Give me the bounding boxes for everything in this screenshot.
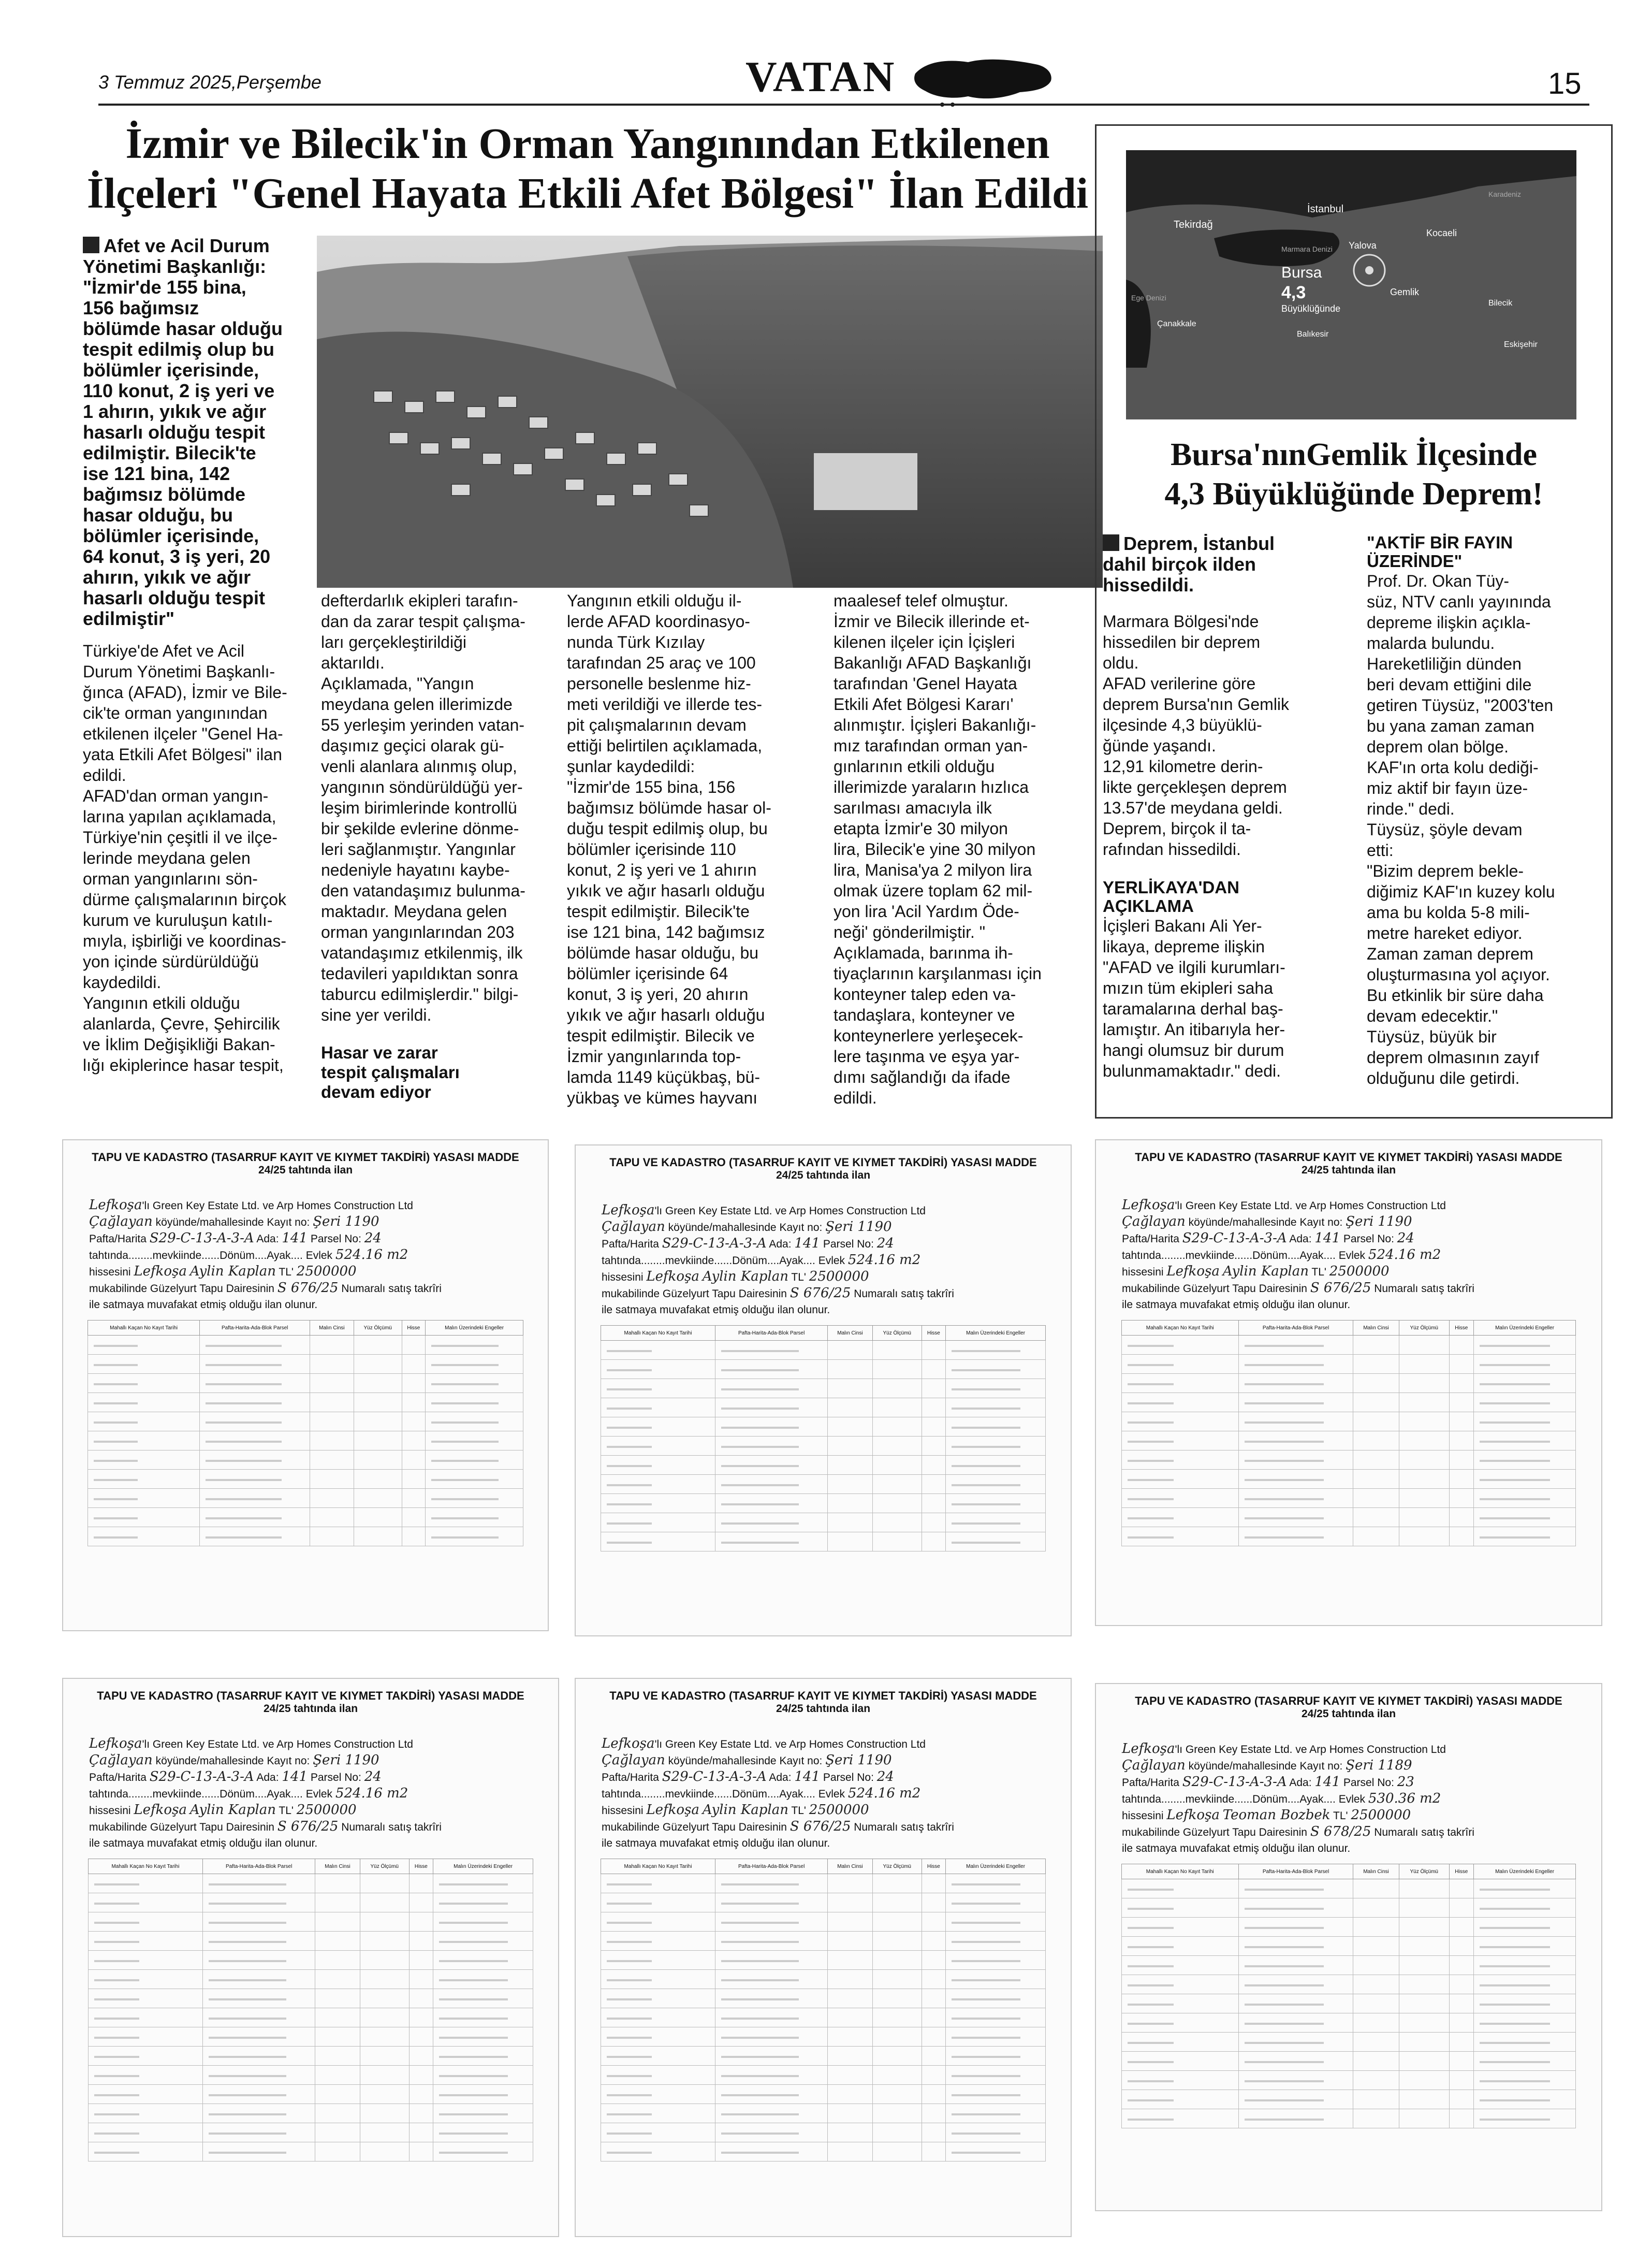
map-label-magnitude-caption: Büyüklüğünde — [1281, 303, 1341, 314]
table-row — [87, 1393, 523, 1412]
notice-owner-table: Mahallı Kaçan No Kayıt Tarihi Pafta-Harita-Ada-Blok Parsel Malın Cinsi Yüz Ölçümü Hisse Malın Üzerindeki Engeller — [601, 1859, 1046, 2162]
notice-line-buyer: hissesini Lefkoşa Aylin Kaplan TL' 2500000 — [1122, 1264, 1390, 1279]
lead-column — [83, 236, 311, 1076]
notice-field-parsel: 24 — [876, 1236, 894, 1251]
notice-line-buyer: hissesini Lefkoşa Teoman Bozbek TL' 2500000 — [1122, 1807, 1411, 1823]
notice-line-takrir: mukabilinde Güzelyurt Tapu Dairesinin S 676/25 Numaralı satış takrîri — [89, 1819, 442, 1834]
notice-line-buyer: hissesini Lefkoşa Aylin Kaplan TL' 2500000 — [89, 1802, 357, 1818]
notice-field-ada: 141 — [282, 1230, 308, 1246]
notice-field-takrir: S 676/25 — [277, 1819, 339, 1834]
notice-line-pafta: Pafta/Harita S29-C-13-A-3-A Ada: 141 Parsel No: 24 — [89, 1769, 382, 1785]
notice-line-owner: Lefkoşa'lı Green Key Estate Ltd. ve Arp Homes Construction Ltd — [602, 1736, 926, 1751]
table-row — [601, 2142, 1045, 2162]
table-row — [1121, 1527, 1575, 1546]
notice-line-owner: Lefkoşa'lı Green Key Estate Ltd. ve Arp Homes Construction Ltd — [89, 1736, 413, 1751]
table-row — [1121, 2052, 1575, 2071]
map-label-bilecik: Bilecik — [1488, 299, 1513, 308]
notice-field-pafta: S29-C-13-A-3-A — [662, 1769, 767, 1785]
notice-field-evlek: 524.16 m2 — [847, 1786, 921, 1801]
page-number: 15 — [1548, 67, 1582, 100]
table-row — [1121, 1898, 1575, 1918]
table-row — [87, 1450, 523, 1470]
notice-line-pafta: Pafta/Harita S29-C-13-A-3-A Ada: 141 Parsel No: 24 — [89, 1230, 382, 1246]
notice-owner-table: Mahallı Kaçan No Kayıt Tarihi Pafta-Harita-Ada-Blok Parsel Malın Cinsi Yüz Ölçümü Hisse Malın Üzerindeki Engeller — [1121, 1320, 1576, 1546]
notice-field-price: 2500000 — [809, 1269, 869, 1284]
notice-field-village: Çağlayan — [1122, 1214, 1186, 1229]
earthquake-headline: Bursa'nınGemlik İlçesinde 4,3 Büyüklüğünde Deprem! — [1164, 437, 1543, 512]
table-row — [1121, 1470, 1575, 1489]
header-rule — [98, 104, 1589, 106]
table-row — [87, 1508, 523, 1527]
notice-field-evlek: 524.16 m2 — [847, 1252, 921, 1268]
notice-field-kayit: Şeri 1189 — [1346, 1758, 1412, 1773]
article-body-col2: defterdarlık ekipleri tarafın- dan da zarar tespit çalışma- ları gerçekleştirildiği aktarıldı. Açıklamada, "Yangın meydana gelen illerimizde 55 yerleşim yerinden vatan- daşımız geçici olarak gü- venli alanlara alınmış olup, yangının söndürüldüğü yer- leşim birimlerinde kontrollü bir şekilde evlerine dönme- leri sağlanmıştır. Yangınlar nedeniyle hayatını kaybe- den vatandaşımız bulunma- maktadır. Meydana gelen orman yangınlarından 203 vatandaşımız etkilenmiş, ilk tedavileri yapıldıktan sonra taburcu edilmişlerdir." bilgi- sine yer verildi. — [321, 591, 525, 1024]
table-row — [1121, 1374, 1575, 1393]
notice-field-village: Çağlayan — [602, 1219, 665, 1235]
notice-owner-table: Mahallı Kaçan No Kayıt Tarihi Pafta-Harita-Ada-Blok Parsel Malın Cinsi Yüz Ölçümü Hisse Malın Üzerindeki Engeller — [87, 1320, 523, 1546]
notice-field-parsel: 24 — [1397, 1230, 1414, 1246]
notice-field-city: Lefkoşa — [1166, 1264, 1220, 1279]
article-column-2 — [321, 590, 549, 1102]
notice-field-kayit: Şeri 1190 — [825, 1752, 892, 1768]
notice-field-buyer: Aylin Kaplan — [702, 1269, 788, 1284]
map-label-canakkale: Çanakkale — [1157, 320, 1196, 328]
map-label-tekirdag: Tekirdağ — [1174, 219, 1213, 230]
notice-field-buyer: Aylin Kaplan — [702, 1802, 788, 1818]
table-row — [1121, 1450, 1575, 1470]
table-row — [88, 1989, 533, 2008]
notice-field-parsel: 24 — [364, 1230, 382, 1246]
table-row — [601, 1437, 1045, 1456]
notice-line-closing: ile satmaya muvafakat etmiş olduğu ilan olunur. — [602, 1837, 830, 1849]
main-headline-line1: İzmir ve Bilecik'in Orman Yangınından Etkilenen — [125, 120, 1050, 168]
notice-field-buyer: Aylin Kaplan — [189, 1264, 276, 1279]
notice-line-village: Çağlayan köyünde/mahallesinde Kayıt no: Şeri 1190 — [89, 1214, 379, 1229]
notice-line-takrir: mukabilinde Güzelyurt Tapu Dairesinin S 676/25 Numaralı satış takrîri — [602, 1819, 954, 1834]
notice-field-city: Lefkoşa — [602, 1736, 655, 1751]
table-row — [601, 2047, 1045, 2066]
map-label-eskisehir: Eskişehir — [1504, 340, 1538, 349]
notice-line-area: tahtında........mevkiinde......Dönüm....Ayak.... Evlek 524.16 m2 — [89, 1247, 408, 1263]
article-subhead: Hasar ve zarar tespit çalışmaları devam ediyor — [321, 1043, 460, 1101]
map-label-magnitude: 4,3 — [1281, 283, 1306, 302]
table-row — [88, 2142, 533, 2162]
table-row — [601, 1970, 1045, 1989]
land-sale-notice-5 — [575, 1678, 1072, 2237]
table-row — [88, 1932, 533, 1951]
notice-field-price: 2500000 — [296, 1264, 357, 1279]
table-row — [601, 1513, 1045, 1532]
notice-field-buyer: Aylin Kaplan — [1222, 1264, 1309, 1279]
table-row — [88, 2085, 533, 2104]
table-row — [88, 2027, 533, 2047]
table-row — [1121, 2033, 1575, 2052]
notice-field-parsel: 24 — [876, 1769, 894, 1785]
notice-field-takrir: S 676/25 — [1310, 1280, 1371, 1296]
aerial-fire-area-photo — [317, 236, 1103, 588]
notice-line-takrir: mukabilinde Güzelyurt Tapu Dairesinin S 678/25 Numaralı satış takrîri — [1122, 1824, 1474, 1839]
notice-field-buyer: Aylin Kaplan — [189, 1802, 276, 1818]
notice-field-village: Çağlayan — [602, 1752, 665, 1768]
notice-subtitle: 24/25 tahtında ilan — [258, 1164, 353, 1176]
notice-field-village: Çağlayan — [89, 1752, 153, 1768]
notice-field-takrir: S 676/25 — [277, 1280, 339, 1296]
table-row — [1121, 1918, 1575, 1937]
table-row — [1121, 1994, 1575, 2013]
land-sale-notice-3 — [1095, 1139, 1602, 1626]
notice-field-pafta: S29-C-13-A-3-A — [662, 1236, 767, 1251]
table-row — [88, 2047, 533, 2066]
table-row — [88, 1893, 533, 1912]
table-row — [1121, 2109, 1575, 2128]
notice-line-owner: Lefkoşa'lı Green Key Estate Ltd. ve Arp Homes Construction Ltd — [602, 1202, 926, 1218]
notice-field-city: Lefkoşa — [89, 1736, 142, 1751]
table-row — [1121, 2013, 1575, 2033]
table-row — [88, 1874, 533, 1893]
notice-subtitle: 24/25 tahtında ilan — [1301, 1164, 1396, 1176]
table-row — [1121, 1975, 1575, 1994]
map-label-istanbul: İstanbul — [1307, 204, 1344, 215]
table-row — [601, 1417, 1045, 1437]
table-row — [88, 1951, 533, 1970]
notice-line-buyer: hissesini Lefkoşa Aylin Kaplan TL' 2500000 — [602, 1269, 869, 1284]
notice-field-ada: 141 — [282, 1769, 308, 1785]
lead-paragraph: Afet ve Acil Durum Yönetimi Başkanlığı: "İzmir'de 155 bina, 156 bağımsız bölümde hasar olduğu tespit edilmiş olup bu bölümler içerisinde, 110 konut, 2 iş yeri ve 1 ahırın, yıkık ve ağır hasarlı olduğu tespit edilmiştir. Bilecik'te ise 121 bina, 142 bağımsız bölümde hasar olduğu, bu bölümler içerisinde, 64 konut, 3 iş yeri, 20 ahırın, yıkık ve ağır hasarlı olduğu tespit edilmiştir" — [83, 236, 311, 629]
notice-field-ada: 141 — [794, 1236, 821, 1251]
table-row — [601, 1893, 1045, 1912]
table-row — [601, 2104, 1045, 2123]
notice-line-takrir: mukabilinde Güzelyurt Tapu Dairesinin S 676/25 Numaralı satış takrîri — [602, 1285, 954, 1301]
notice-line-village: Çağlayan köyünde/mahallesinde Kayıt no: Şeri 1190 — [602, 1752, 892, 1768]
land-sale-notice-1 — [62, 1139, 549, 1631]
notice-subtitle: 24/25 tahtında ilan — [776, 1169, 871, 1181]
notice-line-area: tahtında........mevkiinde......Dönüm....Ayak.... Evlek 530.36 m2 — [1122, 1791, 1441, 1806]
table-row — [601, 1989, 1045, 2008]
notice-line-area: tahtında........mevkiinde......Dönüm....Ayak.... Evlek 524.16 m2 — [1122, 1247, 1441, 1263]
notice-title: TAPU VE KADASTRO (TASARRUF KAYIT VE KIYMET TAKDİRİ) YASASI MADDE — [609, 1689, 1037, 1702]
main-headline-line2: İlçeleri "Genel Hayata Etkili Afet Bölgesi" İlan Edildi — [86, 169, 1089, 217]
notice-field-kayit: Şeri 1190 — [825, 1219, 892, 1235]
table-row — [88, 2104, 533, 2123]
notice-subtitle: 24/25 tahtında ilan — [1301, 1708, 1396, 1720]
notice-field-city: Lefkoşa — [134, 1264, 187, 1279]
notice-line-takrir: mukabilinde Güzelyurt Tapu Dairesinin S 676/25 Numaralı satış takrîri — [89, 1280, 442, 1296]
notice-line-closing: ile satmaya muvafakat etmiş olduğu ilan olunur. — [89, 1299, 318, 1311]
earthquake-map — [1126, 150, 1576, 419]
table-row — [601, 1912, 1045, 1932]
map-label-balikesir: Balıkesir — [1297, 330, 1329, 339]
notice-field-city: Lefkoşa — [134, 1802, 187, 1818]
notice-field-takrir: S 678/25 — [1310, 1824, 1371, 1839]
notice-field-pafta: S29-C-13-A-3-A — [1182, 1230, 1287, 1246]
notice-field-city: Lefkoşa — [602, 1202, 655, 1218]
table-row — [601, 1932, 1045, 1951]
notice-field-city: Lefkoşa — [1166, 1807, 1220, 1823]
notice-title: TAPU VE KADASTRO (TASARRUF KAYIT VE KIYMET TAKDİRİ) YASASI MADDE — [1135, 1694, 1562, 1707]
table-row — [87, 1336, 523, 1355]
notice-title: TAPU VE KADASTRO (TASARRUF KAYIT VE KIYMET TAKDİRİ) YASASI MADDE — [92, 1151, 519, 1164]
notice-line-owner: Lefkoşa'lı Green Key Estate Ltd. ve Arp Homes Construction Ltd — [89, 1197, 413, 1213]
notice-line-village: Çağlayan köyünde/mahallesinde Kayıt no: Şeri 1190 — [1122, 1214, 1412, 1229]
notice-title: TAPU VE KADASTRO (TASARRUF KAYIT VE KIYMET TAKDİRİ) YASASI MADDE — [97, 1689, 524, 1702]
notice-field-price: 2500000 — [1351, 1807, 1411, 1823]
notice-field-parsel: 23 — [1397, 1774, 1414, 1790]
notice-owner-table: Mahallı Kaçan No Kayıt Tarihi Pafta-Harita-Ada-Blok Parsel Malın Cinsi Yüz Ölçümü Hisse Malın Üzerindeki Engeller — [88, 1859, 533, 2162]
notice-field-evlek: 530.36 m2 — [1368, 1791, 1441, 1806]
table-row — [601, 1874, 1045, 1893]
notice-field-evlek: 524.16 m2 — [335, 1786, 408, 1801]
notice-field-price: 2500000 — [296, 1802, 357, 1818]
table-row — [88, 2008, 533, 2027]
notice-field-pafta: S29-C-13-A-3-A — [1182, 1774, 1287, 1790]
table-row — [88, 1912, 533, 1932]
notice-field-village: Çağlayan — [1122, 1758, 1186, 1773]
table-row — [1121, 1956, 1575, 1975]
land-sale-notice-2 — [575, 1144, 1072, 1636]
table-row — [1121, 1336, 1575, 1355]
map-label-marmara: Marmara Denizi — [1281, 245, 1333, 253]
table-row — [601, 1360, 1045, 1379]
notice-line-pafta: Pafta/Harita S29-C-13-A-3-A Ada: 141 Parsel No: 23 — [1122, 1774, 1414, 1790]
notice-line-closing: ile satmaya muvafakat etmiş olduğu ilan olunur. — [1122, 1299, 1351, 1311]
table-row — [601, 2008, 1045, 2027]
notice-field-price: 2500000 — [1329, 1264, 1390, 1279]
table-row — [601, 1475, 1045, 1494]
table-row — [88, 2123, 533, 2142]
map-label-bursa: Bursa — [1281, 264, 1322, 281]
table-row — [1121, 1393, 1575, 1412]
map-label-kocaeli: Kocaeli — [1426, 228, 1457, 238]
issue-date: 3 Temmuz 2025,Perşembe — [98, 71, 321, 93]
notice-line-pafta: Pafta/Harita S29-C-13-A-3-A Ada: 141 Parsel No: 24 — [602, 1236, 894, 1251]
notice-field-kayit: Şeri 1190 — [313, 1752, 379, 1768]
land-sale-notice-4 — [62, 1678, 559, 2237]
notice-line-village: Çağlayan köyünde/mahallesinde Kayıt no: Şeri 1190 — [602, 1219, 892, 1235]
notice-field-ada: 141 — [794, 1769, 821, 1785]
table-row — [87, 1355, 523, 1374]
notice-field-evlek: 524.16 m2 — [335, 1247, 408, 1263]
table-row — [87, 1470, 523, 1489]
notice-line-village: Çağlayan köyünde/mahallesinde Kayıt no: Şeri 1189 — [1122, 1758, 1412, 1773]
table-row — [601, 1951, 1045, 1970]
earthquake-column-2 — [1367, 533, 1600, 1089]
notice-field-takrir: S 676/25 — [790, 1285, 851, 1301]
notice-field-parsel: 24 — [364, 1769, 382, 1785]
notice-title: TAPU VE KADASTRO (TASARRUF KAYIT VE KIYMET TAKDİRİ) YASASI MADDE — [609, 1156, 1037, 1169]
table-row — [87, 1431, 523, 1450]
masthead: VATAN — [745, 53, 896, 101]
table-row — [1121, 1412, 1575, 1431]
article-body-col1: Türkiye'de Afet ve Acil Durum Yönetimi Başkanlı- ğınca (AFAD), İzmir ve Bile- cik'te orman yangınından etkilenen ilçeler "Genel Ha- yata Etkili Afet Bölgesi" ilan edildi. AFAD'dan orman yangın- larına yapılan açıklamada, Türkiye'nin çeşitli il ve ilçe- lerinde meydana gelen orman yangınlarını sön- dürme çalışmalarının birçok kurum ve kuruluşun katılı- mıyla, işbirliği ve koordinas- yon içinde sürdürüldüğü kaydedildi. Yangının etkili olduğu alanlarda, Çevre, Şehircilik ve İklim Değişikliği Bakan- lığı ekiplerince hasar tespit, — [83, 642, 287, 1075]
notice-field-city: Lefkoşa — [646, 1269, 699, 1284]
notice-field-takrir: S 676/25 — [790, 1819, 851, 1834]
map-label-gemlik: Gemlik — [1390, 287, 1420, 297]
table-row — [87, 1374, 523, 1393]
main-headline — [72, 119, 1103, 219]
notice-field-ada: 141 — [1314, 1230, 1341, 1246]
notice-field-city: Lefkoşa — [646, 1802, 699, 1818]
table-row — [601, 1456, 1045, 1475]
notice-field-pafta: S29-C-13-A-3-A — [149, 1230, 254, 1246]
map-label-yalova: Yalova — [1349, 240, 1377, 251]
notice-title: TAPU VE KADASTRO (TASARRUF KAYIT VE KIYMET TAKDİRİ) YASASI MADDE — [1135, 1151, 1562, 1164]
table-row — [1121, 2090, 1575, 2109]
article-body-col4: maalesef telef olmuştur. İzmir ve Bilecik illerinde et- kilenen ilçeler için İçişleri Bakanlığı AFAD Başkanlığı tarafından 'Genel Hayata Etkili Afet Bölgesi Kararı' alınmıştır. İçişleri Bakanlığı- mız tarafından orman yan- gınlarının etkili olduğu illerimizde yaraların hızlıca sarılması amacıyla ilk etapta İzmir'e 30 milyon lira, Bilecik'e yine 30 milyon lira, Manisa'ya 2 milyon lira olmak üzere toplam 62 mil- yon lira 'Acil Yardım Öde- neği' gönderilmiştir. " Açıklamada, barınma ih- tiyaçlarının karşılanması için konteyner talep eden va- tandaşlara, konteyner ve konteynerlere yerleşecek- lere taşınma ve eşya yar- dımı sağlandığı da ifade edildi. — [834, 591, 1042, 1107]
earthquake-body-col2: Prof. Dr. Okan Tüy- süz, NTV canlı yayınında depreme ilişkin açıkla- malarda bulundu. Hareketliliğin dünden beri devam ettiğini dile getiren Tüysüz, "2003'ten bu yana zaman zaman deprem olan bölge. KAF'ın orta kolu dediği- miz aktif bir fayın üze- rinde." dedi. Tüysüz, şöyle devam etti: "Bizim deprem bekle- diğimiz KAF'ın kuzey kolu ama bu kolda 5-8 mili- metre hareket ediyor. Zaman zaman deprem oluşturmasına yol açıyor. Bu etkinlik bir süre daha devam edecektir." Tüysüz, büyük bir deprem olmasının zayıf olduğunu dile getirdi. — [1367, 572, 1555, 1087]
notice-owner-table: Mahallı Kaçan No Kayıt Tarihi Pafta-Harita-Ada-Blok Parsel Malın Cinsi Yüz Ölçümü Hisse Malın Üzerindeki Engeller — [1121, 1864, 1576, 2128]
notice-line-buyer: hissesini Lefkoşa Aylin Kaplan TL' 2500000 — [602, 1802, 869, 1818]
notice-line-owner: Lefkoşa'lı Green Key Estate Ltd. ve Arp Homes Construction Ltd — [1122, 1197, 1446, 1213]
table-row — [601, 2123, 1045, 2142]
notice-line-village: Çağlayan köyünde/mahallesinde Kayıt no: Şeri 1190 — [89, 1752, 379, 1768]
table-row — [601, 2066, 1045, 2085]
earthquake-subhead-yerlikaya: YERLİKAYA'DAN AÇIKLAMA — [1103, 878, 1239, 916]
notice-field-evlek: 524.16 m2 — [1368, 1247, 1441, 1263]
notice-line-buyer: hissesini Lefkoşa Aylin Kaplan TL' 2500000 — [89, 1264, 357, 1279]
notice-line-area: tahtında........mevkiinde......Dönüm....Ayak.... Evlek 524.16 m2 — [602, 1252, 921, 1268]
table-row — [601, 1398, 1045, 1417]
notice-line-area: tahtında........mevkiinde......Dönüm....Ayak.... Evlek 524.16 m2 — [602, 1786, 921, 1801]
notice-field-pafta: S29-C-13-A-3-A — [149, 1769, 254, 1785]
notice-line-closing: ile satmaya muvafakat etmiş olduğu ilan olunur. — [602, 1304, 830, 1316]
land-sale-notice-6 — [1095, 1683, 1602, 2211]
notice-subtitle: 24/25 tahtında ilan — [776, 1703, 871, 1715]
table-row — [601, 1379, 1045, 1398]
notice-field-village: Çağlayan — [89, 1214, 153, 1229]
table-row — [1121, 1489, 1575, 1508]
notice-field-ada: 141 — [1314, 1774, 1341, 1790]
table-row — [601, 1494, 1045, 1513]
table-row — [1121, 2071, 1575, 2090]
table-row — [601, 1341, 1045, 1360]
notice-field-price: 2500000 — [809, 1802, 869, 1818]
notice-subtitle: 24/25 tahtında ilan — [263, 1703, 358, 1715]
table-row — [87, 1489, 523, 1508]
notice-line-pafta: Pafta/Harita S29-C-13-A-3-A Ada: 141 Parsel No: 24 — [1122, 1230, 1414, 1246]
article-body-col3: Yangının etkili olduğu il- lerde AFAD koordinasyo- nunda Türk Kızılay tarafından 25 araç ve 100 personelle beslenme hiz- meti verildiği ve illerde tes- pit çalışmalarının devam ettiği belirtilen açıklamada, şunlar kaydedildi: "İzmir'de 155 bina, 156 bağımsız bölümde hasar ol- duğu tespit edilmiş olup, bu bölümler içerisinde 110 konut, 2 iş yeri ve 1 ahırın yıkık ve ağır hasarlı olduğu tespit edilmiştir. Bilecik'te ise 121 bina, 142 bağımsız bölümde hasar olduğu, bu bölümler içerisinde 64 konut, 3 iş yeri, 20 ahırın yıkık ve ağır hasarlı olduğu tespit edilmiştir. Bilecik ve İzmir yangınlarında top- lamda 1149 küçükbaş, bü- yükbaş ve kümes hayvanı — [567, 591, 771, 1107]
notice-field-city: Lefkoşa — [1122, 1197, 1175, 1213]
notice-line-takrir: mukabilinde Güzelyurt Tapu Dairesinin S 676/25 Numaralı satış takrîri — [1122, 1280, 1474, 1296]
map-label-black-sea: Karadeniz — [1488, 190, 1522, 198]
table-row — [1121, 1355, 1575, 1374]
table-row — [1121, 1937, 1575, 1956]
notice-field-kayit: Şeri 1190 — [313, 1214, 379, 1229]
notice-line-area: tahtında........mevkiinde......Dönüm....Ayak.... Evlek 524.16 m2 — [89, 1786, 408, 1801]
notice-field-city: Lefkoşa — [1122, 1741, 1175, 1757]
earthquake-lead: Deprem, İstanbul dahil birçok ilden hissedildi. — [1103, 533, 1331, 596]
earthquake-body-col1: Marmara Bölgesi'nde hissedilen bir deprem oldu. AFAD verilerine göre deprem Bursa'nın Gemlik ilçesinde 4,3 büyüklü- ğünde yaşandı. 12,91 kilometre derin- likte gerçekleşen deprem 13.57'de meydana geldi. Deprem, birçok il ta- rafından hissedildi. — [1103, 612, 1290, 859]
notice-line-pafta: Pafta/Harita S29-C-13-A-3-A Ada: 141 Parsel No: 24 — [602, 1769, 894, 1785]
notice-owner-table: Mahallı Kaçan No Kayıt Tarihi Pafta-Harita-Ada-Blok Parsel Malın Cinsi Yüz Ölçümü Hisse Malın Üzerindeki Engeller — [601, 1325, 1046, 1551]
table-row — [601, 2027, 1045, 2047]
table-row — [601, 2085, 1045, 2104]
notice-field-city: Lefkoşa — [89, 1197, 142, 1213]
turkey-map-logo-icon — [911, 51, 1056, 108]
table-row — [87, 1527, 523, 1546]
earthquake-subhead-fault: "AKTİF BİR FAYIN ÜZERİNDE" — [1367, 533, 1513, 571]
notice-field-buyer: Teoman Bozbek — [1222, 1807, 1331, 1823]
notice-field-kayit: Şeri 1190 — [1346, 1214, 1412, 1229]
notice-line-owner: Lefkoşa'lı Green Key Estate Ltd. ve Arp Homes Construction Ltd — [1122, 1741, 1446, 1757]
earthquake-column-1 — [1103, 533, 1331, 1081]
map-label-aegean: Ege Denizi — [1131, 294, 1166, 302]
table-row — [601, 1532, 1045, 1551]
table-row — [1121, 1879, 1575, 1898]
notice-line-closing: ile satmaya muvafakat etmiş olduğu ilan olunur. — [1122, 1843, 1351, 1854]
table-row — [1121, 1508, 1575, 1527]
table-row — [87, 1412, 523, 1431]
table-row — [88, 2066, 533, 2085]
table-row — [88, 1970, 533, 1989]
table-row — [1121, 1431, 1575, 1450]
notice-line-closing: ile satmaya muvafakat etmiş olduğu ilan olunur. — [89, 1837, 318, 1849]
earthquake-body-col1b: İçişleri Bakanı Ali Yer- likaya, depreme ilişkin "AFAD ve ilgili kurumları- mızın tüm ekipleri saha taramalarına derhal baş- lamıştır. An itibarıyla her- hangi olumsuz bir durum bulunmamaktadır." dedi. — [1103, 917, 1285, 1080]
